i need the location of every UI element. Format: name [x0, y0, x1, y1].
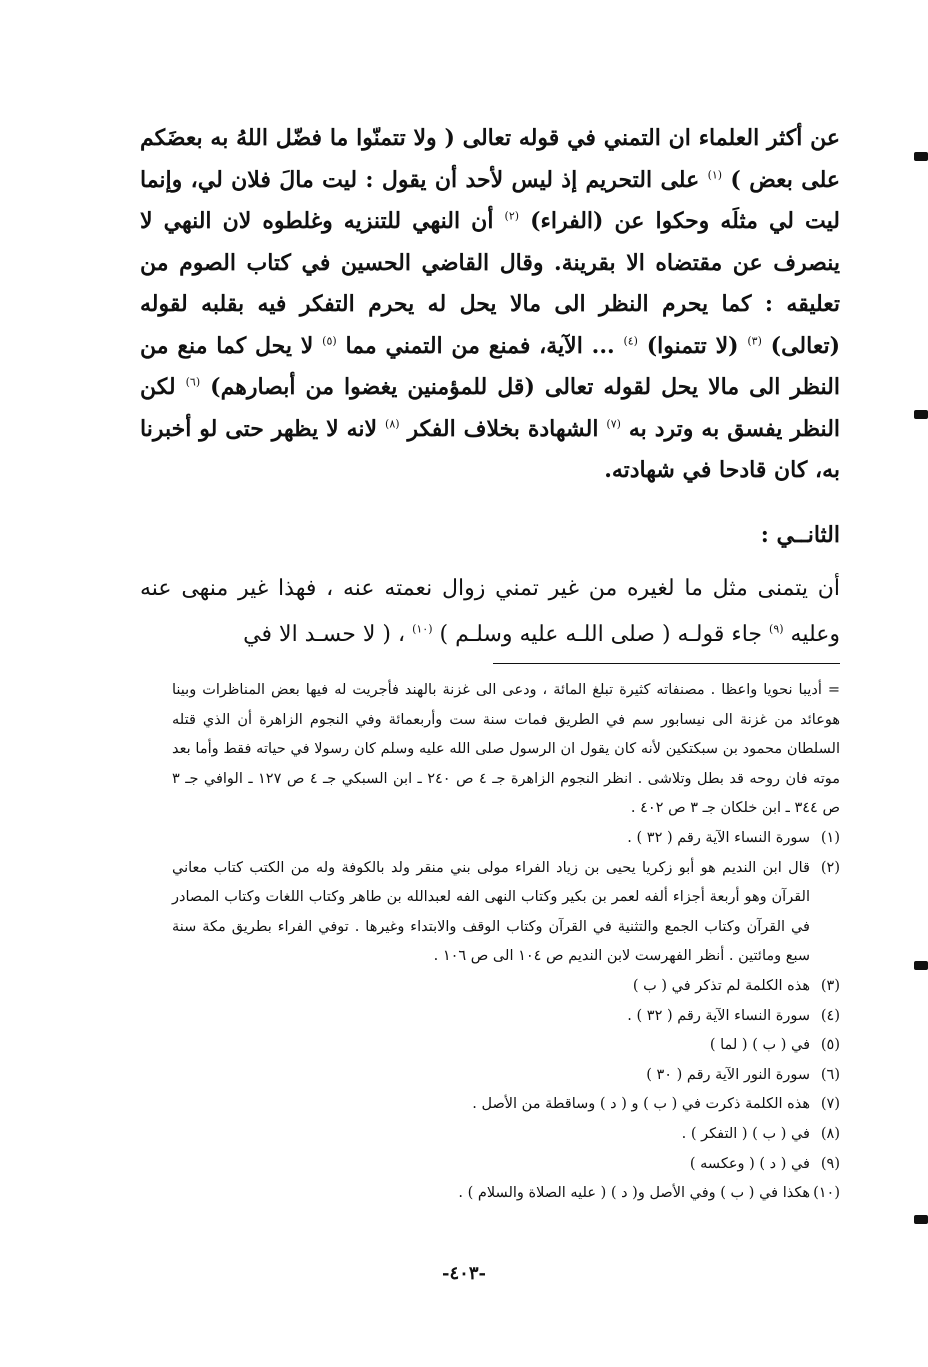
footnote-number: (١٠)	[813, 1185, 840, 1202]
footnote-item	[172, 1150, 840, 1180]
page-number: -٤٠٣-	[442, 1263, 486, 1284]
margin-mark	[914, 410, 928, 419]
footnote-text: في ( د ) ( وعكسه )	[689, 1155, 810, 1172]
footnote-text: هكذا في ( ب ) وفي الأصل و( د ) ( عليه الصلاة والسلام ) .	[458, 1185, 810, 1202]
footnote-continuation-text: = أديبا نحويا واعظا . مصنفاته كثيرة تبلغ المائة ، ودعى الى غزنة بالهند فأجريت له فيها بعض المناظرات وبينا هوعائد من غزنة الى نيسابور سم في الطريق فمات سنة ست وأربعمائة وفي النجوم الزاهرة أن الذي قتله السلطان محمود بن سبكتكين لأنه كان يقول ان الرسول صلى الله عليه وسلم كان رسولا في حياته فقط وأما بعد موته فان روحه قد بطل وتلاشى . انظر النجوم الزاهرة جـ ٤ ص ٢٤٠ ـ ابن السبكي جـ ٤ ص ١٢٧ ـ الوافي جـ ٣ ص ٣٤٤ ـ ابن خلكان جـ ٣ ص ٤٠٢ .	[172, 682, 841, 817]
footnote-reference[interactable]: (١٠)	[412, 622, 433, 636]
footnote-item	[172, 1090, 840, 1120]
footnote-item	[172, 824, 840, 854]
margin-mark	[914, 152, 928, 161]
footnote-reference[interactable]: (٤)	[623, 334, 638, 348]
main-text-part: لا يحل كما منع من النظر الى مالا يحل لقوله تعالى (قل للمؤمنين يغضوا من أبصارهم)	[140, 332, 840, 400]
footnote-number: (١)	[820, 829, 840, 846]
footnote-reference[interactable]: (٧)	[606, 417, 621, 431]
footnote-number: (٢)	[820, 859, 840, 876]
main-paragraph	[140, 118, 840, 492]
footnote-number: (٣)	[820, 977, 840, 994]
footnote-item	[172, 972, 840, 1002]
footnote-number: (٨)	[820, 1125, 840, 1142]
footnote-reference[interactable]: (٦)	[185, 375, 201, 389]
footnote-number: (٥)	[820, 1037, 840, 1054]
footnote-text: سورة النور الآية رقم ( ٣٠ )	[646, 1066, 810, 1083]
footnote-separator	[493, 663, 840, 664]
footnote-number: (٧)	[820, 1096, 840, 1113]
margin-mark	[914, 1215, 928, 1224]
footnote-text: هذه الكلمة ذكرت في ( ب ) و ( د ) وساقطة من الأصل .	[472, 1096, 810, 1113]
footnote-reference[interactable]: (١)	[707, 168, 723, 182]
section-text-part: جاء قولـه ( صلى اللـه عليه وسلـم )	[432, 622, 770, 647]
footnote-text: هذه الكلمة لم تذكر في ( ب )	[632, 977, 810, 994]
main-text-part: عن أكثر العلماء ان التمني في قوله تعالى ( ولا تتمنّوا ما فضّل اللهُ به بعضَكم على بعض )	[140, 125, 840, 193]
footnote-text: في ( ب ) ( لما )	[709, 1037, 810, 1054]
footnote-item	[172, 1061, 840, 1091]
footnote-item	[172, 1179, 840, 1209]
main-text-part: على التحريم إذ ليس لأحد أن يقول : ليت مالَ فلان لي، وإنما ليت لي مثلَه وحكوا عن (الفراء)	[140, 166, 840, 234]
footnote-item	[172, 1002, 840, 1032]
main-text-part: ... الآية، فمنع من التمني مما	[336, 332, 624, 359]
footnote-number: (٦)	[820, 1066, 840, 1083]
footnote-reference[interactable]: (٩)	[769, 622, 784, 636]
footnote-reference[interactable]: (٨)	[385, 417, 400, 431]
main-text-part: أن النهي للتنزيه وغلطوه لان النهي لا ينصرف عن مقتضاه الا بقرينة. وقال القاضي الحسين في كتاب الصوم من تعليقه : كما يحرم النظر الى مالا يحل له يحرم التفكر فيه بقلبه لقوله (تعالى)	[140, 208, 840, 359]
footnote-continuation	[172, 676, 840, 824]
footnote-text: سورة النساء الآية رقم ( ٣٢ ) .	[627, 829, 810, 846]
section-text-part: ، ( لا حسـد الا في	[243, 622, 413, 647]
margin-mark	[914, 961, 928, 970]
main-text-part: لكن النظر يفسق به وترد به	[140, 374, 841, 442]
section-text-part: أن يتمنى مثل ما لغيره من غير تمني زوال نعمته عنه ، فهذا غير منهى عنه وعليه	[140, 576, 840, 647]
footnote-reference[interactable]: (٥)	[322, 334, 337, 348]
section-paragraph	[140, 566, 840, 658]
footnote-reference[interactable]: (٣)	[747, 334, 762, 348]
footnote-item	[172, 1120, 840, 1150]
footnote-text: سورة النساء الآية رقم ( ٣٢ ) .	[627, 1007, 810, 1024]
footnote-item	[172, 854, 840, 972]
footnote-item	[172, 1031, 840, 1061]
footnote-reference[interactable]: (٢)	[504, 209, 520, 223]
footnote-number: (٩)	[820, 1155, 840, 1172]
main-text-part: لانه لا يظهر حتى لو أخبرنا به، كان قادحا في شهادته.	[140, 415, 840, 483]
main-text-part: (لا تتمنوا)	[637, 332, 748, 359]
main-text-part: الشهادة بخلاف الفكر	[399, 415, 607, 442]
footnote-text: قال ابن النديم هو أبو زكريا يحيى بن زياد الفراء مولى بني منقر ولد بالكوفة وله من الكتب كتاب معاني القرآن وهو أربعة أجزاء ألفه لعمر بن بكير وكتاب النهى الفه لعبدالله بن طاهر وكتاب اللغات وكتاب المصادر في القرآن وكتاب الجمع والتثنية في القرآن وكتاب الوقف والابتداء وغيرها . توفي الفراء بطريق مكة سنة سبع ومائتين . أنظر الفهرست لابن النديم ص ١٠٤ الى ص ١٠٦ .	[172, 859, 810, 965]
footnotes	[172, 676, 840, 1209]
section-heading: الثانــي :	[760, 522, 840, 548]
footnote-number: (٤)	[820, 1007, 840, 1024]
footnote-text: في ( ب ) ( التفكر ) .	[681, 1125, 810, 1142]
